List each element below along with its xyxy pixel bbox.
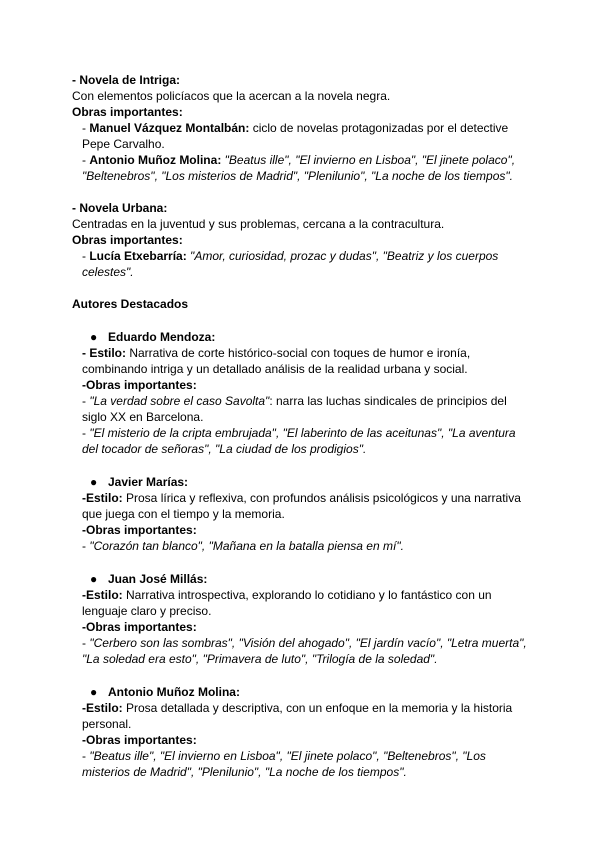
munoz-obra-1: - "Beatus ille", "El invierno en Lisboa", "El jinete polaco", "Beltenebros", "Los misterios de Madrid", "Plenilunio", "La noche de los tiempos". — [82, 749, 486, 779]
document-page — [72, 72, 532, 780]
urbana-description: Centradas en la juventud y sus problemas, cercana a la contracultura. — [72, 217, 445, 231]
intriga-obra-montalban: - Manuel Vázquez Montalbán: ciclo de novelas protagonizadas por el detective Pepe Carvalho. — [82, 121, 509, 151]
munoz-estilo: -Estilo: Prosa detallada y descriptiva, con un enfoque en la memoria y la historia personal. — [82, 701, 513, 731]
intriga-description: Con elementos policíacos que la acercan a la novela negra. — [72, 89, 391, 103]
intriga-obras-label: Obras importantes: — [72, 105, 183, 119]
author-mendoza: ● Eduardo Mendoza: — [90, 330, 216, 344]
bullet-icon: ● — [90, 685, 98, 699]
intriga-obra-munoz-molina: - Antonio Muñoz Molina: "Beatus ille", "El invierno en Lisboa", "El jinete polaco", "Beltenebros", "Los misterios de Madrid", "Plenilunio", "La noche de los tiempos". — [82, 153, 516, 183]
munoz-obras-label: -Obras importantes: — [82, 733, 197, 747]
intriga-heading: - Novela de Intriga: — [72, 73, 181, 87]
millas-obras-label: -Obras importantes: — [82, 620, 197, 634]
marias-obra-1: - "Corazón tan blanco", "Mañana en la batalla piensa en mí". — [82, 539, 404, 553]
urbana-obras-label: Obras importantes: — [72, 233, 183, 247]
urbana-obra-etxebarria: - Lucía Etxebarría: "Amor, curiosidad, prozac y dudas", "Beatriz y los cuerpos celestes". — [82, 249, 499, 279]
author-munoz-molina: ● Antonio Muñoz Molina: — [90, 685, 240, 699]
mendoza-obra-2: - "El misterio de la cripta embrujada", "El laberinto de las aceitunas", "La aventura del tocador de señoras", "La ciudad de los prodigios". — [82, 426, 516, 456]
author-millas: ● Juan José Millás: — [90, 572, 208, 586]
millas-estilo: -Estilo: Narrativa introspectiva, explorando lo cotidiano y lo fantástico con un lenguaje claro y preciso. — [82, 588, 492, 618]
bullet-icon: ● — [90, 572, 98, 586]
bullet-icon: ● — [90, 330, 98, 344]
marias-estilo: -Estilo: Prosa lírica y reflexiva, con profundos análisis psicológicos y una narrativa que juega con el tiempo y la memoria. — [82, 491, 521, 521]
urbana-heading: - Novela Urbana: — [72, 201, 168, 215]
millas-obra-1: - "Cerbero son las sombras", "Visión del ahogado", "El jardín vacío", "Letra muerta", "La soledad era esto", "Primavera de luto", "Trilogía de la soledad". — [82, 636, 527, 666]
bullet-icon: ● — [90, 475, 98, 489]
author-marias: ● Javier Marías: — [90, 475, 189, 489]
marias-obras-label: -Obras importantes: — [82, 523, 197, 537]
mendoza-obra-1: - "La verdad sobre el caso Savolta": narra las luchas sindicales de principios del siglo XX en Barcelona. — [82, 394, 507, 424]
mendoza-obras-label: -Obras importantes: — [82, 378, 197, 392]
autores-heading: Autores Destacados — [72, 297, 189, 311]
mendoza-estilo: - Estilo: Narrativa de corte histórico-social con toques de humor e ironía, combinando intriga y un detallado análisis de la realidad urbana y social. — [82, 346, 471, 376]
